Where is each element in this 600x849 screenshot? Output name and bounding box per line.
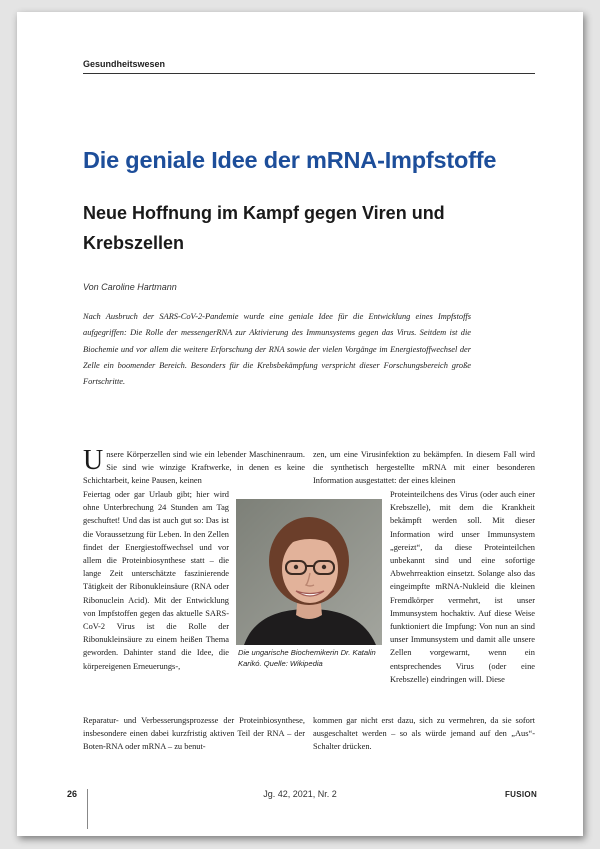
column-1-bottom: Reparatur- und Verbesserungsprozesse der Proteinbiosynthese, insbesondere einen dabei kurzfristig aktiven Teil der RNA – der Boten-RNA oder mRNA – zu benut- [83, 716, 305, 752]
article-lead: Nach Ausbruch der SARS-CoV-2-Pandemie wurde eine geniale Idee für die Entwicklung eines Impfstoffs aufgegriffen: Die Rolle der messengerRNA zur Aktivierung des Immunsystems gegen das Virus. Seitdem ist die Biochemie und vor allem die weitere Erforschung der RNA sowie der vielen Vorgänge im Energiestoffwechsel der Zelle ein boomender Bereich. Besonders für die Krebsbekämpfung verspricht dieser Forschungsbereich große Fortschritte. [83, 312, 471, 387]
article-subtitle: Neue Hoffnung im Kampf gegen Viren und Krebszellen [83, 203, 445, 253]
header-rule [83, 73, 535, 74]
footer-brand: FUSION [505, 790, 538, 799]
column-1-narrow: Feiertag oder gar Urlaub gibt; hier wird ohne Unterbrechung 24 Stunden am Tag geschuftet! Und das ist auch gut so: Das ist die Voraussetzung für Leben. In den Zellen findet der Energiestoffwechsel und vor allem die Proteinbiosynthese statt – die lange Zeit unterschätzte faszinierende Tätigkeit der Ribonukleinsäure (RNA oder Ribonuclein Acid). Mit der Entwicklung von Impfstoffen gegen das aktuelle SARS-CoV-2 Virus ist die Rolle der Ribonukleinsäure zu einem heißen Thema geworden. Dahinter stand die Idee, die körpereigenen Erneuerungs-, [83, 490, 229, 671]
column-1-top-text: nsere Körperzellen sind wie ein lebender Maschinenraum. Sie sind wie winzige Kraftwerke, in denen es keine Schichtarbeit, keine Pausen, keinen [83, 450, 305, 486]
magazine-page [17, 12, 583, 836]
article-title: Die geniale Idee der mRNA-Impfstoffe [83, 147, 497, 173]
column-2-top: zen, um eine Virusinfektion zu bekämpfen. In diesem Fall wird die synthetisch hergestellte mRNA mit einer besonderen Information ausgestattet: der eines kleinen [313, 450, 535, 486]
column-2-bottom: kommen gar nicht erst dazu, sich zu vermehren, da sie sofort ausgeschaltet werden – so als würde jemand auf den „Aus“-Schalter drücken. [313, 716, 535, 752]
column-1-top [83, 445, 305, 488]
portrait-figure [236, 499, 382, 695]
footer-issue: Jg. 42, 2021, Nr. 2 [263, 789, 337, 799]
photo-caption: Die ungarische Biochemikerin Dr. Katalin Karikó. Quelle: Wikipedia [238, 648, 376, 668]
column-2-narrow: Proteinteilchens des Virus (oder auch einer Krebszelle), mit dem die Krankheit bekämpft werden soll. Mit dieser Information wird unser Immunsystem „gereizt“, da diese Proteinteilchen unbekannt sind und eine sofortige Abwehrreaktion einsetzt. Solange also das eingeimpfte mRNA-Nukleid die kleinen Fremdkörper vermehrt, ist unser Immunsystem hochaktiv. Auf diese Weise funktioniert die Impfung: Von nun an sind unser Immunsystem und damit alle unsere Zellen vorgewarnt, wenn ein entsprechendes Virus (oder eine Krebszelle) eindringen will. Diese [390, 490, 535, 684]
drop-cap: U [83, 445, 104, 476]
portrait-photo [236, 499, 382, 645]
article-byline: Von Caroline Hartmann [83, 282, 177, 292]
section-label: Gesundheitswesen [83, 59, 166, 69]
footer-page-number: 26 [67, 789, 78, 799]
